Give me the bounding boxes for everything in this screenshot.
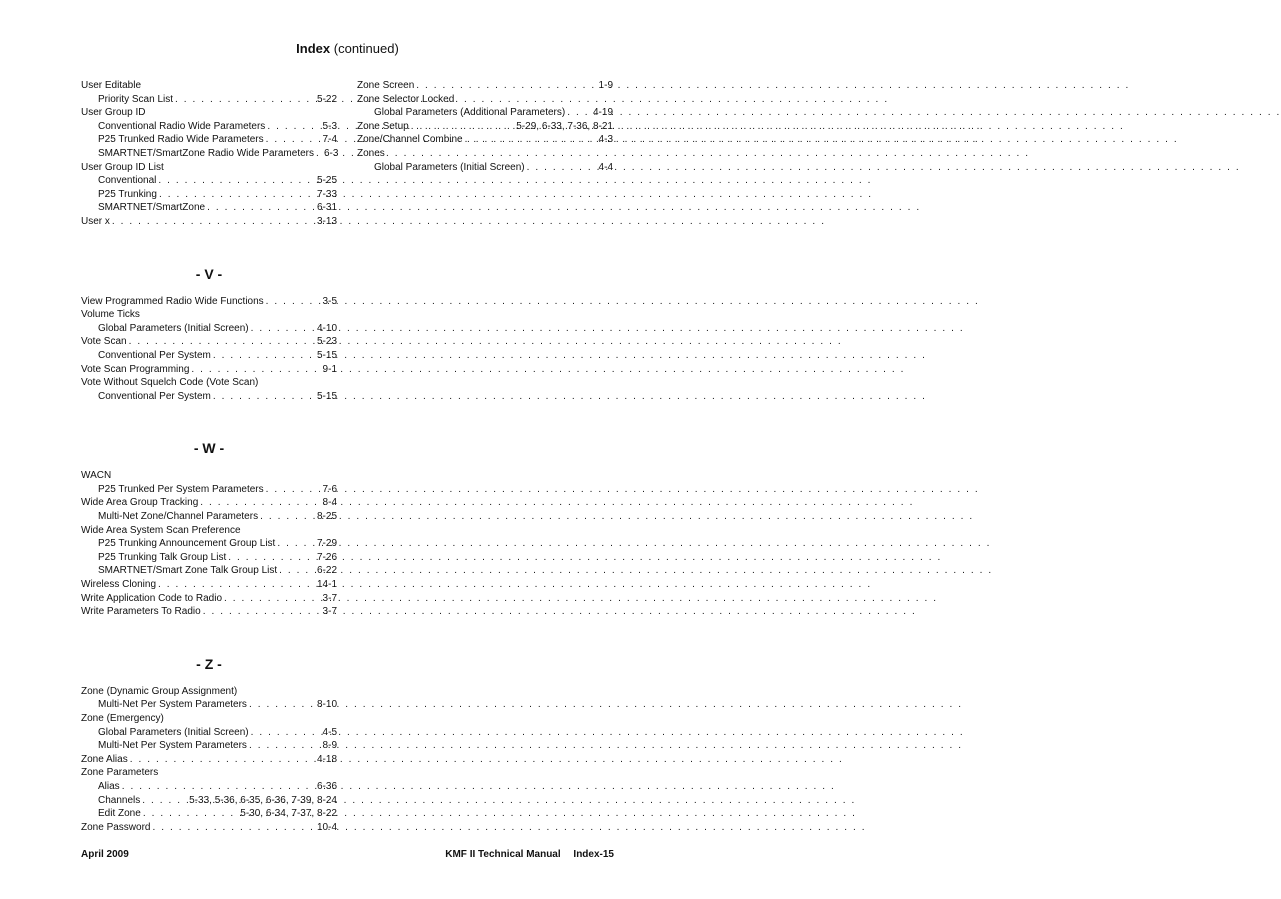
page-title-bold: Index <box>296 41 331 56</box>
index-entry <box>81 524 337 538</box>
index-entry <box>81 106 337 120</box>
index-subentry <box>81 537 337 551</box>
index-entry <box>357 93 613 107</box>
index-subentry <box>81 564 337 578</box>
dot-leader <box>266 133 321 147</box>
page-title <box>0 41 695 56</box>
dot-leader <box>567 106 591 120</box>
index-entry-page: 5-22 <box>316 93 337 105</box>
index-entry-term: Zones <box>357 147 385 159</box>
section-spacer <box>81 403 337 433</box>
index-entry-term: P25 Trunked Radio Wide Parameters <box>98 134 264 146</box>
index-entry <box>81 295 337 309</box>
section-spacer <box>81 619 337 649</box>
dot-leader <box>130 753 315 767</box>
index-entry-term: Wide Area Group Tracking <box>81 497 199 509</box>
dot-leader <box>277 537 315 551</box>
index-entry <box>81 363 337 377</box>
page-title-rest: (continued) <box>333 41 399 56</box>
index-subentry <box>81 322 337 336</box>
index-entry-term: User Group ID <box>81 107 146 119</box>
index-entry-term: Wide Area System Scan Preference <box>81 524 241 536</box>
index-subentry <box>81 483 337 497</box>
dot-leader <box>279 564 315 578</box>
dot-leader <box>249 698 315 712</box>
index-entry-page: 8-10 <box>316 699 337 711</box>
section-letter-heading: - V - <box>195 265 223 282</box>
index-entry-page: 4-5 <box>322 726 337 738</box>
index-subentry <box>357 106 613 120</box>
index-subentry <box>81 390 337 404</box>
dot-leader <box>191 363 320 377</box>
index-entry <box>81 215 337 229</box>
index-entry-term: WACN <box>81 470 112 482</box>
index-entry-page: 6-36 <box>316 780 337 792</box>
index-entry <box>81 766 337 780</box>
index-subentry <box>81 780 337 794</box>
index-entry <box>81 335 337 349</box>
index-entry-page: 7-4 <box>322 134 337 146</box>
index-entry-page: 14-1 <box>316 579 337 591</box>
index-entry-page: 4-4 <box>598 161 613 173</box>
dot-leader <box>228 551 315 565</box>
index-entry <box>357 147 613 161</box>
index-entry-term: Zone (Emergency) <box>81 713 164 724</box>
index-subentry <box>81 201 337 215</box>
index-subentry <box>81 510 337 524</box>
index-entry-page: 6-31 <box>316 202 337 214</box>
footer-right <box>445 849 614 860</box>
index-entry-page: 3-7 <box>322 606 337 618</box>
index-entry-term: SMARTNET/Smart Zone Talk Group List <box>98 565 278 577</box>
dot-leader <box>152 821 315 835</box>
index-entry-term: Global Parameters (Initial Screen) <box>98 726 249 738</box>
dot-leader <box>465 133 597 147</box>
index-entry-term: Alias <box>98 780 120 792</box>
index-entry-page: 7-29 <box>316 538 337 550</box>
index-entry <box>81 161 337 175</box>
index-entry-page: 7-26 <box>316 551 337 563</box>
index-subentry <box>81 698 337 712</box>
dot-leader <box>266 483 321 497</box>
dot-leader <box>251 726 321 740</box>
index-entry <box>81 376 337 390</box>
dot-leader <box>143 807 238 821</box>
section-spacer <box>81 229 337 259</box>
dot-leader <box>416 79 596 93</box>
index-entry-term: User Group ID List <box>81 161 164 173</box>
index-entry-term: User Editable <box>81 80 142 91</box>
index-entry-term: Global Parameters (Initial Screen) <box>98 322 249 334</box>
index-left-column <box>81 79 337 834</box>
index-entry-term: Zone Alias <box>81 753 128 765</box>
dot-leader <box>203 605 321 619</box>
index-entry-page: 3-13 <box>316 215 337 227</box>
dot-leader <box>158 578 315 592</box>
index-subentry <box>81 551 337 565</box>
index-entry-term: Conventional Per System <box>98 390 211 402</box>
index-entry-term: SMARTNET/SmartZone <box>98 202 206 214</box>
dot-leader <box>213 349 315 363</box>
index-entry <box>81 308 337 322</box>
section-letter-heading: - W - <box>193 440 225 457</box>
index-subentry <box>357 161 613 175</box>
index-entry-page: 4-3 <box>598 134 613 146</box>
dot-leader <box>224 592 321 606</box>
index-subentry <box>81 188 337 202</box>
index-entry-term: Conventional Per System <box>98 349 211 361</box>
index-entry-page: 3-7 <box>322 592 337 604</box>
index-entry-term: Volume Ticks <box>81 309 140 321</box>
index-subentry <box>81 726 337 740</box>
index-entry-term: Zone Selector Locked <box>357 93 455 105</box>
dot-leader <box>122 780 315 794</box>
index-entry-page: 8-25 <box>316 511 337 523</box>
index-entry-page: 5-29, 6-33, 7-36, 8-21 <box>516 120 613 132</box>
index-entry-page: 8-9 <box>322 740 337 752</box>
footer-manual-title: KMF II Technical Manual <box>445 849 561 860</box>
dot-leader <box>200 496 320 510</box>
index-entry <box>81 685 337 699</box>
index-entry-page: 8-4 <box>322 497 337 509</box>
dot-leader <box>527 161 597 175</box>
dot-leader <box>266 295 321 309</box>
index-entry-term: Channels <box>98 794 141 806</box>
dot-leader <box>213 390 315 404</box>
dot-leader <box>251 322 315 336</box>
index-entry-term: P25 Trunking <box>98 188 157 200</box>
index-subentry <box>81 174 337 188</box>
dot-leader <box>411 120 515 134</box>
index-entry <box>81 821 337 835</box>
index-entry-term: Zone/Channel Combine <box>357 134 463 146</box>
index-entry <box>81 592 337 606</box>
index-entry-term: Zone Setup <box>357 120 409 132</box>
dot-leader <box>175 93 315 107</box>
index-entry-page: 5-15 <box>316 349 337 361</box>
index-entry-term: Zone (Dynamic Group Assignment) <box>81 685 238 697</box>
index-entry-page: 7-33 <box>316 188 337 200</box>
index-entry-term: P25 Trunking Talk Group List <box>98 551 227 563</box>
index-entry-term: Vote Without Squelch Code (Vote Scan) <box>81 377 259 389</box>
index-entry-page: 5-25 <box>316 175 337 187</box>
dot-leader <box>159 188 315 202</box>
index-entry-term: Vote Scan <box>81 336 127 348</box>
index-entry-term: Conventional <box>98 175 157 187</box>
index-entry-page: 5-23 <box>316 336 337 348</box>
index-entry-term: Multi-Net Zone/Channel Parameters <box>98 511 259 523</box>
dot-leader <box>260 510 315 524</box>
index-entry-page: 6-22 <box>316 565 337 577</box>
index-subentry <box>81 120 337 134</box>
index-entry <box>81 712 337 726</box>
index-entry-term: Wireless Cloning <box>81 579 157 591</box>
dot-leader <box>158 174 315 188</box>
index-entry-term: Write Parameters To Radio <box>81 606 201 618</box>
index-entry-page: 5-30, 6-34, 7-37, 8-22 <box>240 808 337 820</box>
dot-leader <box>249 739 321 753</box>
index-entry-term: Zone Parameters <box>81 767 159 779</box>
index-entry <box>81 578 337 592</box>
index-entry-term: Multi-Net Per System Parameters <box>98 740 247 752</box>
dot-leader <box>142 794 187 808</box>
index-entry-page: 10-4 <box>316 821 337 833</box>
index-entry-page: 4-19 <box>592 107 613 119</box>
dot-leader <box>207 201 315 215</box>
section-letter-heading: - Z - <box>196 655 222 672</box>
index-entry-term: Zone Password <box>81 821 151 833</box>
index-entry-page: 5-33, 5-36, 6-35, 6-36, 7-39, 8-24 <box>189 794 337 806</box>
index-entry-term: Zone Screen <box>357 80 415 91</box>
index-entry-term: SMARTNET/SmartZone Radio Wide Parameters <box>98 147 314 159</box>
dot-leader <box>112 215 315 229</box>
index-entry-term: Global Parameters (Additional Parameters) <box>374 107 566 119</box>
index-entry-page: 1-9 <box>598 80 613 91</box>
index-entry-page: 4-18 <box>316 753 337 765</box>
index-entry-term: Multi-Net Per System Parameters <box>98 699 247 711</box>
index-subentry <box>81 349 337 363</box>
index-entry <box>81 469 337 483</box>
index-entry-page: 7-6 <box>322 483 337 495</box>
index-subentry <box>81 794 337 808</box>
index-entry-term: Global Parameters (Initial Screen) <box>374 161 525 173</box>
index-entry <box>81 496 337 510</box>
index-entry-term: P25 Trunking Announcement Group List <box>98 538 276 550</box>
index-subentry <box>81 807 337 821</box>
index-entry-page: 3-5 <box>322 295 337 307</box>
index-entry <box>81 79 337 93</box>
index-subentry <box>81 147 337 161</box>
footer-date: April 2009 <box>81 849 129 860</box>
index-entry-term: User x <box>81 215 110 227</box>
index-entry <box>357 79 613 93</box>
index-entry-term: Write Application Code to Radio <box>81 592 223 604</box>
index-entry-term: P25 Trunked Per System Parameters <box>98 483 264 495</box>
index-entry-page: 6-3 <box>324 147 339 159</box>
index-entry <box>81 753 337 767</box>
index-entry-page: 4-10 <box>316 322 337 334</box>
index-subentry <box>81 93 337 107</box>
index-entry-term: View Programmed Radio Wide Functions <box>81 295 264 307</box>
index-entry-page: 5-15 <box>316 390 337 402</box>
index-entry-page: 9-1 <box>322 363 337 375</box>
footer-page-number: Index-15 <box>573 849 614 860</box>
dot-leader <box>316 147 322 161</box>
index-entry-page: 5-3 <box>322 120 337 132</box>
index-entry <box>357 133 613 147</box>
index-entry-term: Edit Zone <box>98 808 141 820</box>
index-right-column <box>357 79 613 174</box>
index-entry-term: Priority Scan List <box>98 93 174 105</box>
index-entry-term: Vote Scan Programming <box>81 363 190 375</box>
index-subentry <box>81 739 337 753</box>
index-subentry <box>81 133 337 147</box>
index-entry <box>357 120 613 134</box>
dot-leader <box>267 120 320 134</box>
index-entry <box>81 605 337 619</box>
dot-leader <box>129 335 315 349</box>
index-entry-term: Conventional Radio Wide Parameters <box>98 120 266 132</box>
